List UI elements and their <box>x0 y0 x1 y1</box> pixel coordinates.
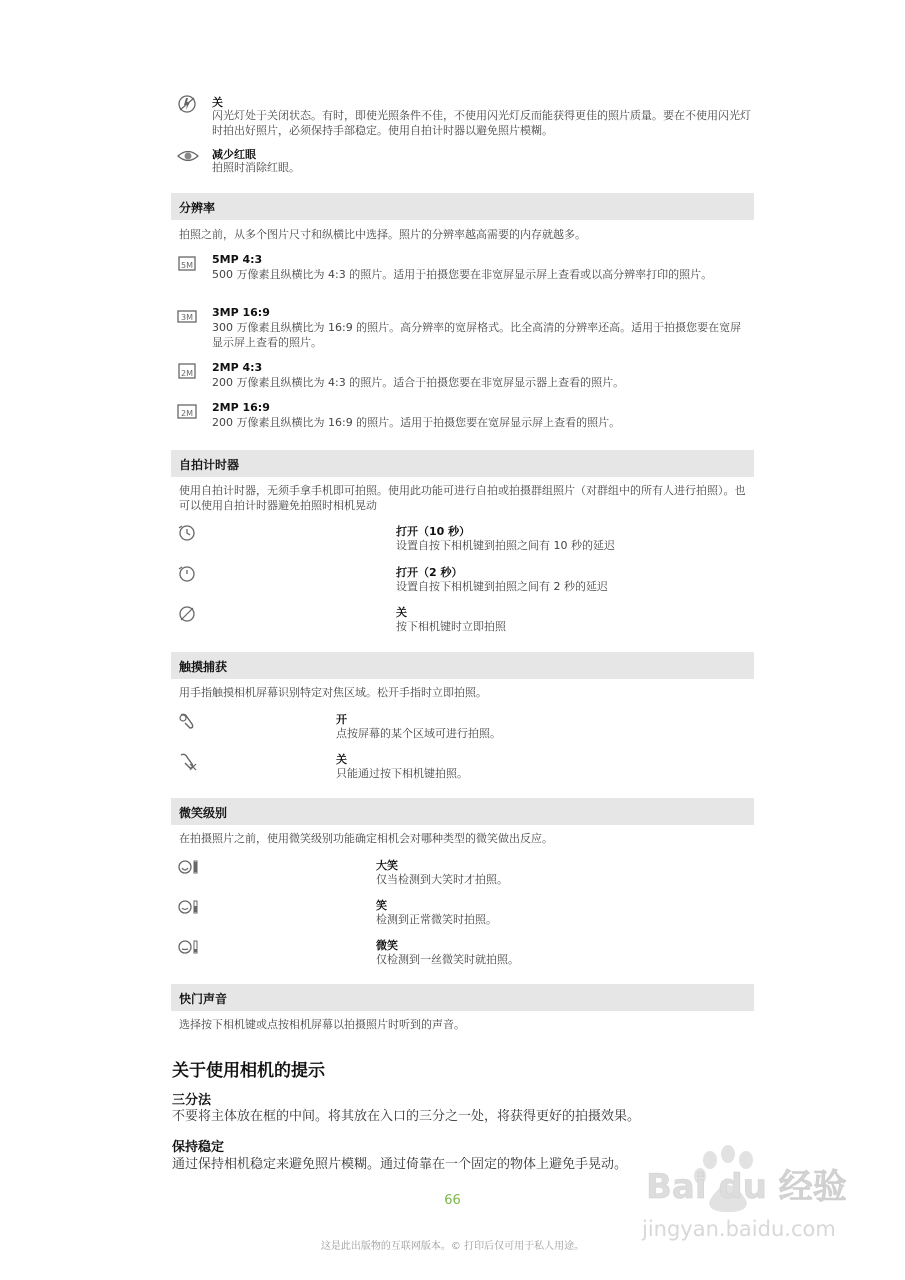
timer-off-icon <box>176 604 200 624</box>
flash-off-desc: 闪光灯处于关闭状态。有时，即使光照条件不佳，不使用闪光灯反而能获得更佳的照片质量。要在不使用闪光灯时拍出好照片，必须保持手部稳定。使用自拍计时器以避免照片模糊。 <box>212 109 751 137</box>
resolution-2mp-169-desc: 200 万像素且纵横比为 16:9 的照片。适用于拍摄您要在宽屏显示屏上查看的照片。 <box>212 416 621 429</box>
touch-capture-off-title: 关 <box>336 753 347 766</box>
smile-normal-desc: 检测到正常微笑时拍照。 <box>376 913 497 926</box>
tip-rule-of-thirds-body: 不要将主体放在框的中间。将其放在入口的三分之一处，将获得更好的拍摄效果。 <box>172 1109 641 1124</box>
smile-normal-title: 笑 <box>376 899 387 912</box>
section-touch-capture-header: 触摸捕获 <box>171 652 754 679</box>
timer-2s-title: 打开（2 秒） <box>396 566 463 579</box>
watermark-logo-text: Bai du 经验 <box>646 1167 847 1207</box>
footer-notice: 这是此出版物的互联网版本。© 打印后仅可用于私人用途。 <box>320 1241 585 1252</box>
smile-slight-row <box>176 937 756 969</box>
shutter-sound-intro: 选择按下相机键或点按相机屏幕以拍摄照片时听到的声音。 <box>179 1018 465 1031</box>
resolution-5mp-desc: 500 万像素且纵横比为 4:3 的照片。适用于拍摄您要在非宽屏显示屏上查看或以高分辨率打印的照片。 <box>212 268 713 281</box>
timer-off-desc: 按下相机键时立即拍照 <box>396 620 506 633</box>
smile-slight-title: 微笑 <box>376 939 398 952</box>
watermark-url: jingyan.baidu.com <box>642 1217 836 1241</box>
section-resolution-header: 分辨率 <box>171 193 754 220</box>
smile-big-row <box>176 857 756 889</box>
touch-capture-off-row <box>176 751 756 783</box>
smile-big-icon <box>176 857 200 877</box>
smile-big-title: 大笑 <box>376 859 398 872</box>
timer-10s-title: 打开（10 秒） <box>396 525 471 538</box>
smile-slight-desc: 仅检测到一丝微笑时就拍照。 <box>376 953 519 966</box>
smile-normal-row <box>176 897 756 929</box>
smile-big-desc: 仅当检测到大笑时才拍照。 <box>376 873 508 886</box>
tip-rule-of-thirds-heading: 三分法 <box>172 1093 212 1108</box>
touch-capture-on-title: 开 <box>336 713 347 726</box>
resolution-5mp-icon <box>176 253 200 273</box>
resolution-2mp-43-desc: 200 万像素且纵横比为 4:3 的照片。适合于拍摄您要在非宽屏显示器上查看的照片。 <box>212 376 625 389</box>
flash-off-icon <box>176 94 200 114</box>
timer-10s-row <box>176 523 756 555</box>
section-shutter-sound-header: 快门声音 <box>171 984 754 1011</box>
tips-section-title: 关于使用相机的提示 <box>172 1061 325 1081</box>
tip-hold-steady-body: 通过保持相机稳定来避免照片模糊。通过倚靠在一个固定的物体上避免手晃动。 <box>172 1157 628 1172</box>
timer-10s-icon <box>176 523 200 543</box>
section-self-timer-header: 自拍计时器 <box>171 450 754 477</box>
touch-capture-intro: 用手指触摸相机屏幕识别特定对焦区域。松开手指时立即拍照。 <box>179 686 487 699</box>
self-timer-intro: 使用自拍计时器，无须手拿手机即可拍照。使用此功能可进行自拍或拍摄群组照片（对群组中的所有人进行拍照）。也可以使用自拍计时器避免拍照时相机晃动 <box>179 484 746 512</box>
touch-capture-off-icon <box>176 751 200 771</box>
svg-text:3M: 3M <box>181 313 193 322</box>
touch-capture-off-desc: 只能通过按下相机键拍照。 <box>336 767 468 780</box>
red-eye-title: 减少红眼 <box>212 148 256 161</box>
timer-2s-icon <box>176 564 200 584</box>
timer-2s-row <box>176 564 756 596</box>
baidu-jingyan-watermark <box>640 1140 870 1275</box>
page-number: 66 <box>444 1193 461 1208</box>
smile-normal-icon <box>176 897 200 917</box>
resolution-3mp-title: 3MP 16:9 <box>212 306 270 319</box>
resolution-3mp-icon <box>176 306 200 326</box>
touch-capture-on-row <box>176 711 756 743</box>
resolution-2mp-43-title: 2MP 4:3 <box>212 361 263 374</box>
smile-level-intro: 在拍摄照片之前，使用微笑级别功能确定相机会对哪种类型的微笑做出反应。 <box>179 832 553 845</box>
timer-off-title: 关 <box>396 606 407 619</box>
timer-10s-desc: 设置自按下相机键到拍照之间有 10 秒的延迟 <box>396 539 615 552</box>
resolution-5mp-title: 5MP 4:3 <box>212 253 263 266</box>
touch-capture-on-desc: 点按屏幕的某个区域可进行拍照。 <box>336 727 501 740</box>
section-smile-level-header: 微笑级别 <box>171 798 754 825</box>
resolution-3mp-desc: 300 万像素且纵横比为 16:9 的照片。高分辨率的宽屏格式。比全高清的分辨率还高。适用于拍摄您要在宽屏显示屏上查看的照片。 <box>212 321 742 349</box>
flash-off-title: 关 <box>212 96 223 109</box>
svg-text:2M: 2M <box>181 409 193 418</box>
red-eye-desc: 拍照时消除红眼。 <box>212 161 300 174</box>
svg-text:5M: 5M <box>181 261 193 270</box>
timer-2s-desc: 设置自按下相机键到拍照之间有 2 秒的延迟 <box>396 580 608 593</box>
smile-slight-icon <box>176 937 200 957</box>
resolution-2mp-169-title: 2MP 16:9 <box>212 401 270 414</box>
timer-off-row <box>176 604 756 636</box>
tip-hold-steady-heading: 保持稳定 <box>172 1140 225 1155</box>
red-eye-reduction-icon <box>176 146 200 166</box>
resolution-2mp-43-icon <box>176 361 200 381</box>
resolution-2mp-169-icon <box>176 401 200 421</box>
svg-text:2M: 2M <box>181 369 193 378</box>
touch-capture-on-icon <box>176 711 200 731</box>
resolution-intro: 拍照之前，从多个图片尺寸和纵横比中选择。照片的分辨率越高需要的内存就越多。 <box>179 228 586 241</box>
